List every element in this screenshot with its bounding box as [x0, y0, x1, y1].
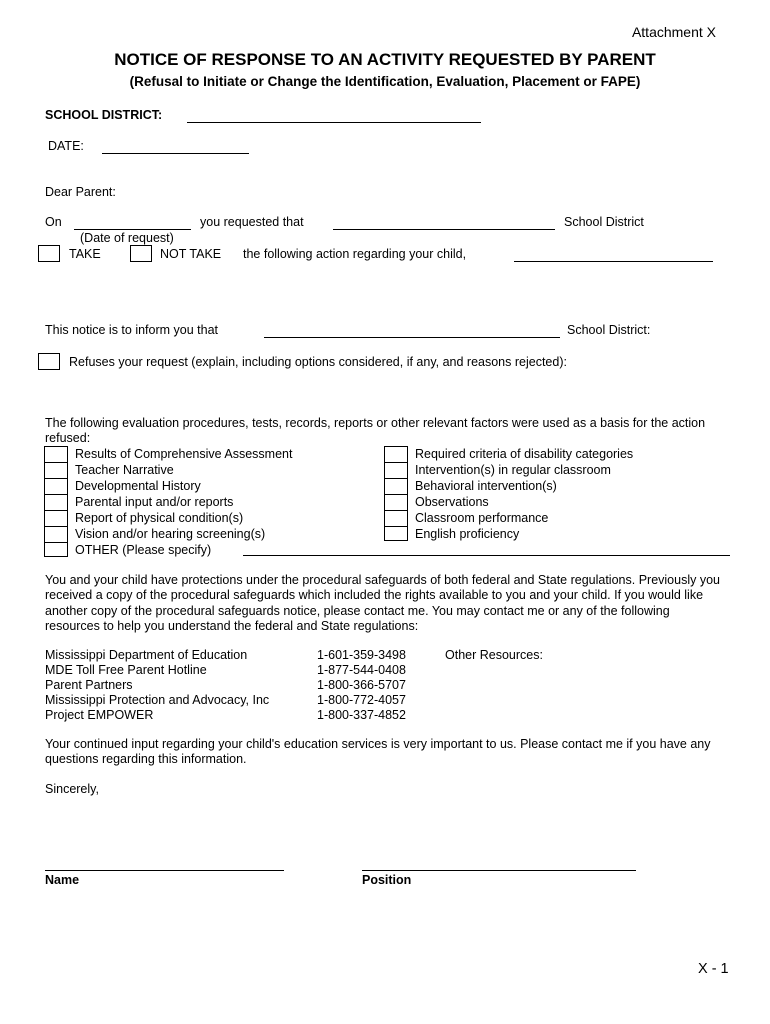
not-take-label: NOT TAKE [160, 247, 222, 261]
following-action-label: the following action regarding your child, [243, 247, 467, 261]
take-checkbox[interactable] [38, 245, 60, 262]
factor-disability-criteria[interactable]: Required criteria of disability categories [415, 447, 634, 461]
date-of-request-caption: (Date of request) [80, 231, 174, 245]
resource-names [45, 648, 269, 723]
resource-name: Mississippi Department of Education [45, 648, 248, 662]
factor-teacher-narrative[interactable]: Teacher Narrative [75, 463, 174, 477]
requested-school-district-field[interactable] [333, 229, 555, 230]
resource-name: Mississippi Protection and Advocacy, Inc [45, 693, 270, 707]
left-factor-list [75, 446, 292, 558]
safeguards-paragraph: You and your child have protections under the procedural safeguards of both federal and State regulations. Previously you received a copy of the procedural safeguards which included the rights available to you and your child. If you would like another copy of the procedural safeguards notice, please contact me. You may contact me or any of the following resources to help you understand the federal and State regulations: [45, 573, 720, 633]
right-checkbox-column [384, 446, 408, 541]
date-field[interactable] [102, 153, 249, 154]
greeting: Dear Parent: [45, 185, 116, 199]
name-signature-line[interactable] [45, 870, 284, 871]
resource-name: MDE Toll Free Parent Hotline [45, 663, 207, 677]
factor-observations[interactable]: Observations [415, 495, 489, 509]
resource-phone: 1-601-359-3498 [317, 648, 406, 662]
school-district-text: School District [564, 215, 644, 229]
sincerely-label: Sincerely, [45, 782, 99, 796]
factor-parental-input[interactable]: Parental input and/or reports [75, 495, 234, 509]
not-take-checkbox[interactable] [130, 245, 152, 262]
factor-vision-hearing[interactable]: Vision and/or hearing screening(s) [75, 527, 266, 541]
school-district-label: SCHOOL DISTRICT: [45, 108, 163, 122]
factor-intervention-classroom[interactable]: Intervention(s) in regular classroom [415, 463, 611, 477]
you-requested-label: you requested that [200, 215, 304, 229]
on-label: On [45, 215, 62, 229]
factor-classroom-performance[interactable]: Classroom performance [415, 511, 549, 525]
page-number: X - 1 [698, 961, 729, 977]
factor-behavioral-intervention[interactable]: Behavioral intervention(s) [415, 479, 557, 493]
resource-phone: 1-877-544-0408 [317, 663, 406, 677]
closing-paragraph: Your continued input regarding your child's education services is very important to us. Please contact me if you have any questions regarding this information. [45, 737, 711, 767]
resource-phones [317, 648, 406, 723]
name-label: Name [45, 873, 80, 887]
position-signature-line[interactable] [362, 870, 636, 871]
factor-other[interactable]: OTHER (Please specify) [75, 543, 212, 557]
evaluation-intro: The following evaluation procedures, tests, records, reports or other relevant factors were used as a basis for the action refused: [45, 416, 706, 446]
take-label: TAKE [69, 247, 101, 261]
resource-name: Project EMPOWER [45, 708, 154, 722]
date-label: DATE: [48, 139, 84, 153]
notice-school-district-field[interactable] [264, 337, 560, 338]
page-subtitle: (Refusal to Initiate or Change the Identification, Evaluation, Placement or FAPE) [129, 74, 641, 89]
attachment-label: Attachment X [631, 24, 716, 40]
other-specify-field[interactable] [243, 555, 730, 556]
refuses-label: Refuses your request (explain, including options considered, if any, and reasons rejected): [69, 355, 567, 369]
factor-comprehensive-assessment[interactable]: Results of Comprehensive Assessment [75, 447, 293, 461]
school-district-colon-text: School District: [567, 323, 651, 337]
request-date-field[interactable] [74, 229, 191, 230]
factor-english-proficiency[interactable]: English proficiency [415, 527, 520, 541]
page-title: NOTICE OF RESPONSE TO AN ACTIVITY REQUESTED BY PARENT [114, 50, 656, 69]
school-district-field[interactable] [187, 122, 481, 123]
other-resources-label: Other Resources: [445, 648, 543, 662]
notice-inform-label: This notice is to inform you that [45, 323, 218, 337]
resource-phone: 1-800-366-5707 [317, 678, 406, 692]
child-name-field[interactable] [514, 261, 713, 262]
resource-phone: 1-800-337-4852 [317, 708, 406, 722]
refuses-checkbox[interactable] [38, 353, 60, 370]
resource-name: Parent Partners [45, 678, 133, 692]
factor-developmental-history[interactable]: Developmental History [75, 479, 201, 493]
resource-phone: 1-800-772-4057 [317, 693, 406, 707]
left-checkbox-column [44, 446, 68, 557]
position-label: Position [362, 873, 412, 887]
factor-physical-condition[interactable]: Report of physical condition(s) [75, 511, 244, 525]
right-factor-list [415, 446, 633, 542]
